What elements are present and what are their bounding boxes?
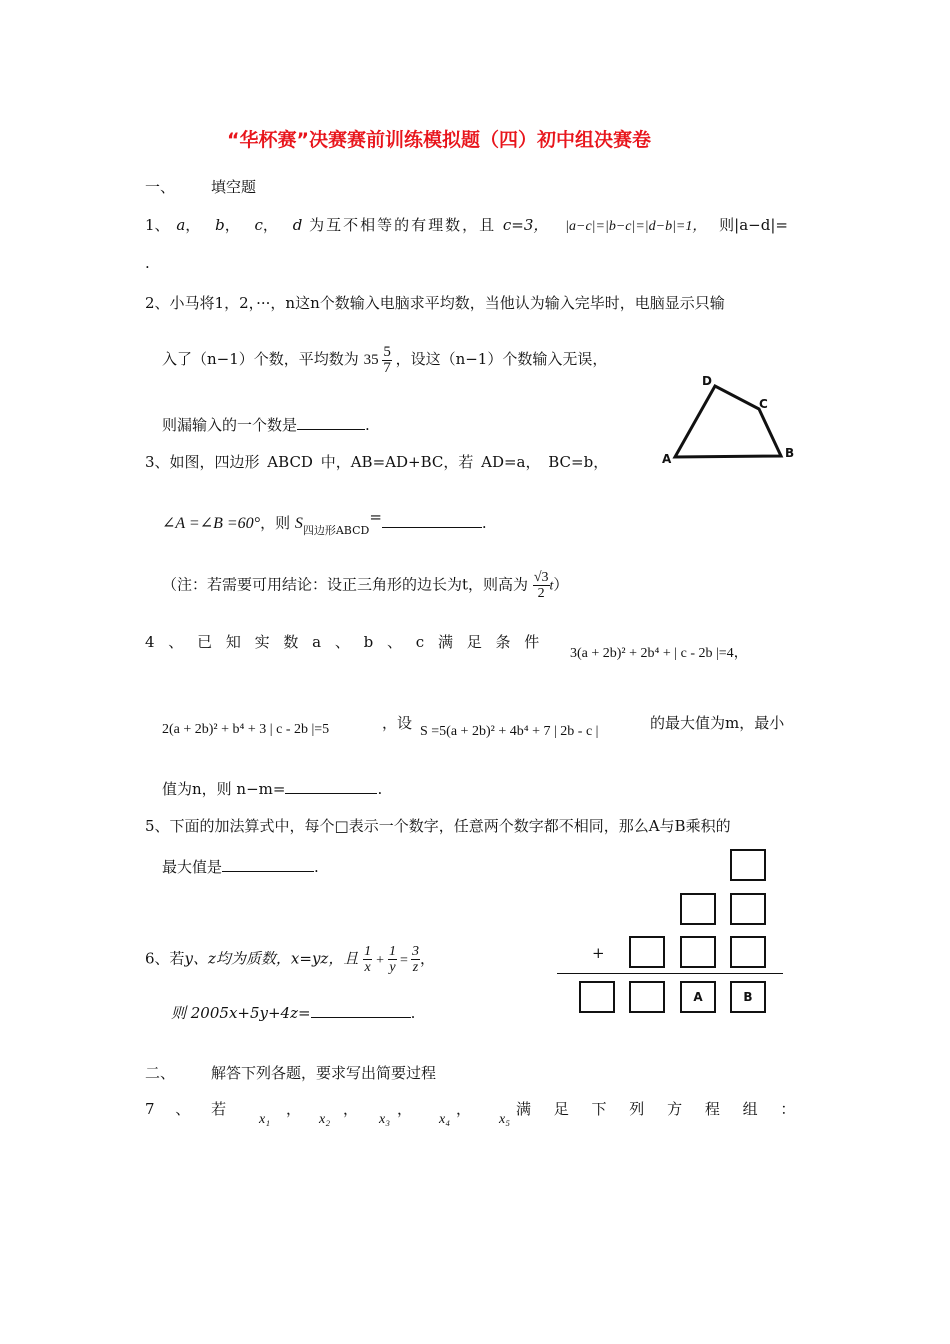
q3-area-symbol: S (294, 515, 303, 532)
q6-f1-den: x (364, 960, 371, 975)
digit-box (730, 936, 766, 968)
q6-fraction-2 (388, 944, 397, 975)
q7-var-x3: x₃ (379, 1112, 391, 1127)
q6-f1-num: 1 (364, 944, 372, 959)
q4-line-2-tail: 的最大值为m，最小 (650, 714, 785, 732)
digit-box (629, 936, 665, 968)
sum-line (557, 973, 783, 974)
q6-f2-den: y (389, 960, 396, 975)
q1-end: . (145, 254, 150, 272)
quadrilateral-figure (655, 370, 805, 470)
section-2-heading: 解答下列各题，要求写出简要过程 (211, 1064, 437, 1082)
q3-note-num: √3 (533, 570, 549, 585)
q6-plus: + (376, 952, 385, 968)
q2-line-1: 2、小马将1，2，···，n这n个数输入电脑求平均数，当他认为输入完毕时，电脑显示只输 (145, 294, 725, 312)
q1-var-c: c (254, 216, 263, 234)
figure-label-d: D (702, 374, 712, 388)
q3-note-close: ） (553, 575, 569, 594)
section-2-number: 二、 (145, 1064, 176, 1082)
q2-line-2a: 入了（n−1）个数，平均数为 (162, 349, 359, 368)
q7-var-x5: x₅ (499, 1112, 511, 1127)
figure-label-c: C (759, 397, 768, 411)
q3-line-1: 3、如图，四边形 ABCD 中，AB=AD+BC，若 AD=a， BC=b， (145, 453, 609, 471)
q4-eq3: S =5(a + 2b)² + 4b⁴ + 7 | 2b - c | (420, 724, 599, 739)
digit-box (579, 981, 615, 1013)
q4-line-3-text: 值为n，则 n−m= (162, 780, 286, 798)
q3-note (162, 570, 568, 601)
q1-text: 为互不相等的有理数，且 (309, 216, 497, 234)
q5-line-2-text: 最大值是 (162, 858, 223, 876)
q6-fraction-1 (363, 944, 372, 975)
q2-mixed-fraction (382, 345, 392, 376)
q3-answer-blank (382, 527, 482, 528)
q1-abs-expression: |a−c|=|b−c|=|d−b|=1， (565, 219, 707, 234)
q4-eq1-end: ， (733, 646, 748, 661)
q3-note-den: 2 (537, 586, 545, 601)
q1-sep: ， (224, 216, 240, 234)
q7-sep: ， (456, 1100, 472, 1118)
q4-equation-1 (570, 642, 748, 662)
q2-line-2 (162, 345, 607, 376)
section-1-heading: 填空题 (211, 178, 257, 196)
q7-sep: ， (397, 1100, 413, 1118)
digit-box-a: A (680, 981, 716, 1013)
q3-note-t: t (549, 578, 554, 594)
q4-eq1: 3(a + 2b)² + 2b⁴ + | c - 2b |=4 (570, 646, 734, 661)
q4-line-3 (162, 778, 382, 799)
q1-var-a: a (176, 216, 186, 234)
q7-prefix: 7 、 若 (145, 1100, 227, 1118)
q3-end: . (481, 514, 487, 532)
q2-line-3-text: 则漏输入的一个数是 (162, 416, 298, 434)
q6-f3-den: z (412, 960, 419, 975)
digit-box (730, 849, 766, 881)
section-1-number: 一、 (145, 178, 176, 196)
q1-ask: 则|a−d|= (719, 216, 788, 234)
q6-comma: ， (419, 949, 435, 968)
q4-line-2-mid: ，设 (382, 714, 413, 732)
q2-end: . (365, 416, 370, 434)
q1-var-d: d (292, 216, 303, 234)
q7-sep: ， (286, 1100, 302, 1118)
q5-answer-blank (222, 871, 314, 872)
q3-line-2 (162, 508, 487, 538)
q7-var-x4: x₄ (439, 1112, 451, 1127)
plus-sign: + (592, 944, 605, 962)
figure-label-b: B (785, 446, 795, 460)
q4-line-1: 4 、 已 知 实 数 a 、 b 、 c 满 足 条 件 (145, 633, 540, 651)
q6-prefix: 6、若 (145, 949, 185, 968)
q2-mixed-den: 7 (383, 360, 391, 376)
q6-equals: = (400, 952, 408, 968)
q3-note-text: （注：若需要可用结论：设正三角形的边长为t，则高为 (162, 575, 529, 594)
q1-sep: ， (262, 216, 278, 234)
q7-tail: 满 足 下 列 方 程 组 ： (516, 1100, 796, 1118)
q3-angles: ∠A =∠B =60° (162, 515, 261, 532)
q3-equals: = (369, 508, 382, 526)
q3-comma: ，则 (260, 514, 291, 532)
q6-end: . (410, 1004, 416, 1022)
q6-fraction-3 (411, 944, 420, 975)
q7-sep: ， (343, 1100, 359, 1118)
q3-note-fraction (533, 570, 550, 601)
question-1 (145, 214, 788, 235)
q2-line-3 (162, 414, 370, 435)
page-title: “华杯赛”决赛赛前训练模拟题（四）初中组决赛卷 (227, 129, 651, 151)
q1-sep: ， (185, 216, 201, 234)
q6-f3-num: 3 (411, 944, 419, 959)
q6-line-2-text: 则 2005x+5y+4z= (171, 1004, 311, 1022)
figure-label-a: A (662, 452, 672, 466)
q6-answer-blank (311, 1017, 411, 1018)
q4-eq2: 2(a + 2b)² + b⁴ + 3 | c - 2b |=5 (162, 722, 330, 737)
q6-line-1 (145, 944, 435, 975)
digit-box (629, 981, 665, 1013)
q2-answer-blank (297, 429, 365, 430)
q7-var-x1: x₁ (259, 1112, 271, 1127)
q6-text: y、z均为质数，x=yz，且 (184, 949, 359, 968)
q4-line-2 (162, 722, 329, 738)
q4-answer-blank (285, 793, 377, 794)
digit-box (680, 893, 716, 925)
q5-line-1: 5、下面的加法算式中，每个□表示一个数字，任意两个数字都不相同，那么A与B乘积的 (145, 817, 731, 835)
digit-box (680, 936, 716, 968)
q2-mixed-number (363, 344, 396, 376)
digit-box (730, 893, 766, 925)
q6-line-2 (171, 1002, 415, 1023)
q1-prefix: 1、 (145, 216, 170, 234)
q2-line-2b: ，设这（n−1）个数输入无误， (395, 349, 608, 368)
q5-line-2 (162, 856, 319, 877)
q7-var-x2: x₂ (319, 1112, 331, 1127)
q5-end: . (314, 858, 319, 876)
q6-f2-num: 1 (389, 944, 397, 959)
q4-end: . (377, 780, 383, 798)
q1-var-b: b (215, 216, 225, 234)
q2-mixed-whole: 35 (363, 352, 379, 368)
q1-condition: c=3， (502, 216, 549, 234)
q3-area-subscript: 四边形ABCD (302, 524, 370, 537)
digit-box-b: B (730, 981, 766, 1013)
q2-mixed-num: 5 (383, 344, 391, 360)
